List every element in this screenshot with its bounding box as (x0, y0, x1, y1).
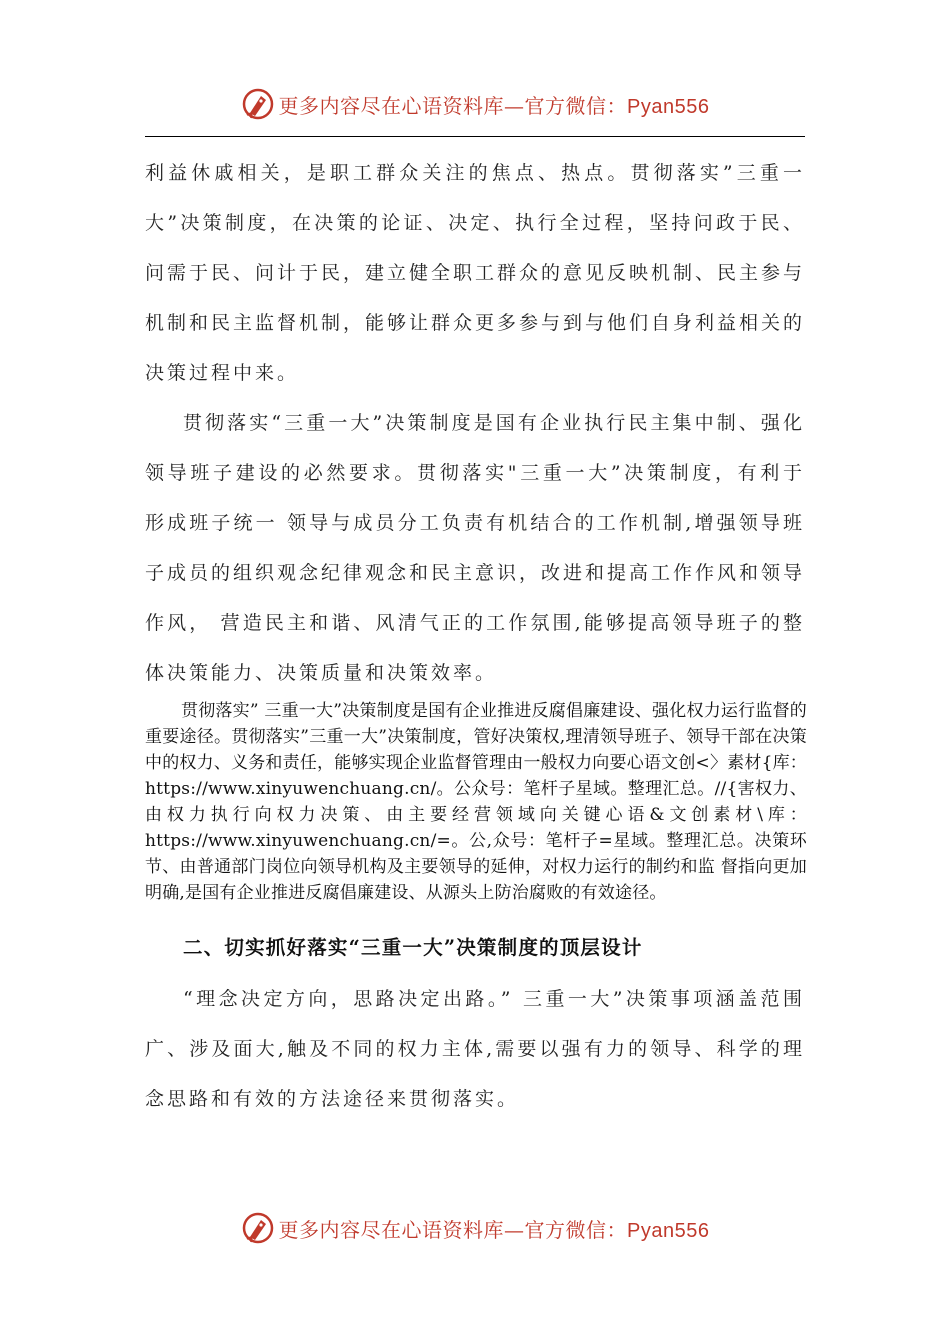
section-heading: 二、切实抓好落实“三重一大”决策制度的顶层设计 (183, 936, 643, 959)
header-wechat-id: Pyan556 (627, 95, 710, 118)
footer-banner (0, 1208, 950, 1248)
paragraph-1: 利益休戚相关，是职工群众关注的焦点、热点。贯彻落实”三重一大”决策制度，在决策的论证、决定、执行全过程，坚持问政于民、问需于民、问计于民，建立健全职工群众的意见反映机制、民主参与机制和民主监督机制，能够让群众更多参与到与他们自身利益相关的决策过程中来。 (145, 162, 806, 384)
paragraph-3: 贯彻落实” 三重一大”决策制度是国有企业推进反腐倡廉建设、强化权力运行监督的重要途径。贯彻落实”三重一大”决策制度，管好决策权,理清领导班子、领导干部在决策中的权力、义务和责任，能够实现企业监督管理由一般权力向要心语文创<〉素材{库：https://www.xinyuwenchuang.cn/。公众号：笔杆子星域。整理汇总。//{害权力、由权力执行向权力决策、由主要经营领域向关键心语&文创素材\库：https://www.xinyuwenchuang.cn/=。公,众号：笔杆子=星域。整理汇总。决策环节、由普通部门岗位向领导机构及主要领导的延伸，对权力运行的制约和监 督指向更加明确,是国有企业推进反腐倡廉建设、从源头上防治腐败的有效途径。 (145, 701, 807, 903)
footer-wechat-id: Pyan556 (627, 1219, 710, 1242)
header-banner (0, 84, 950, 124)
pen-nib-logo-icon (241, 1211, 275, 1245)
paragraph-2: 贯彻落实“三重一大”决策制度是国有企业执行民主集中制、强化领导班子建设的必然要求。贯彻落实"三重一大”决策制度，有利于形成班子统一 领导与成员分工负责有机结合的工作机制,增强领导班子成员的组织观念纪律观念和民主意识，改进和提高工作作风和领导作风， 营造民主和谐、风清气正的工作氛围,能够提高领导班子的整体决策能力、决策质量和决策效率。 (145, 412, 806, 684)
paragraph-4: “理念决定方向，思路决定出路。” 三重一大”决策事项涵盖范围广、涉及面大,触及不同的权力主体,需要以强有力的领导、科学的理念思路和有效的方法途径来贯彻落实。 (145, 988, 805, 1110)
pen-nib-logo-icon (241, 87, 275, 121)
header-banner-text: 更多内容尽在心语资料库—官方微信：Pyan556 (278, 93, 710, 118)
header-divider (145, 136, 805, 137)
footer-banner-text: 更多内容尽在心语资料库—官方微信：Pyan556 (278, 1217, 710, 1242)
